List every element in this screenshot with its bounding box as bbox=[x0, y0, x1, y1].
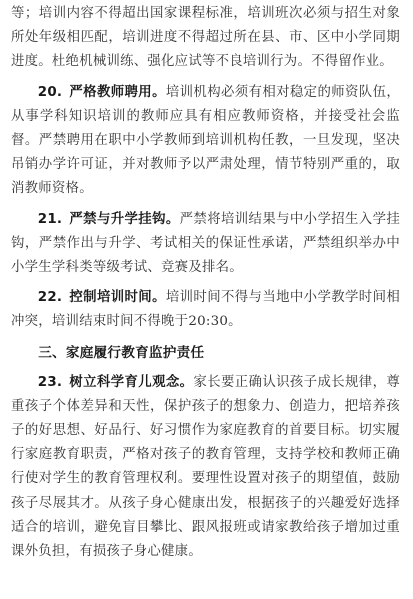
paragraph-text: 严禁将培训结果与中小学招生入学挂钩，严禁作出与升学、考试相关的保证性承诺，严禁组织举办中小学生学科类等级考试、竞赛及排名。 bbox=[11, 211, 401, 276]
paragraph-21 bbox=[11, 208, 400, 281]
item-number: 22. bbox=[37, 290, 63, 306]
paragraph-text: 等；培训内容不得超出国家课程标准，培训班次必须与招生对象所处年级相匹配，培训进度不得超过所在县、市、区中小学同期进度。杜绝机械训练、强化应试等不良培训行为。不得留作业。 bbox=[11, 6, 400, 70]
paragraph-continuation bbox=[11, 2, 400, 75]
item-number: 21. bbox=[37, 211, 63, 227]
item-heading: 严禁与升学挂钩。 bbox=[69, 211, 180, 227]
paragraph-text: 培训机构必须有相对稳定的师资队伍，从事学科知识培训的教师应具有相应教师资格，并接受社会监督。严禁聘用在职中小学教师到培训机构任教，一旦发现，坚决吊销办学许可证，并对教师予以严肃处理，情节特别严重的，取消教师资格。 bbox=[11, 84, 401, 197]
paragraph-22 bbox=[11, 286, 400, 334]
item-heading: 树立科学育儿观念。 bbox=[69, 374, 194, 390]
item-heading: 控制培训时间。 bbox=[69, 290, 166, 306]
item-number: 23. bbox=[37, 374, 63, 390]
paragraph-text: 家长要正确认识孩子成长规律，尊重孩子个体差异和天性，保护孩子的想象力、创造力，把培养孩子的好思想、好品行、好习惯作为家庭教育的首要目标。切实履行家庭教育职责，严格对孩子的教育管理，支持学校和教师正确行使对学生的教育管理权利。要理性设置对孩子的期望值，鼓励孩子尽展其才。从孩子身心健康出发，根据孩子的兴趣爱好选择适合的培训，避免盲目攀比、跟风报班或请家教给孩子增加过重课外负担，有损孩子身心健康。 bbox=[11, 374, 401, 560]
item-number: 20. bbox=[37, 84, 63, 100]
paragraph-23 bbox=[11, 371, 400, 565]
paragraph-20 bbox=[11, 81, 400, 202]
section-title: 三、家庭履行教育监护责任 bbox=[38, 344, 205, 361]
paragraph-text: 培训时间不得与当地中小学教学时间相冲突，培训结束时间不得晚于20:30。 bbox=[11, 290, 401, 330]
item-heading: 严格教师聘用。 bbox=[69, 84, 166, 100]
